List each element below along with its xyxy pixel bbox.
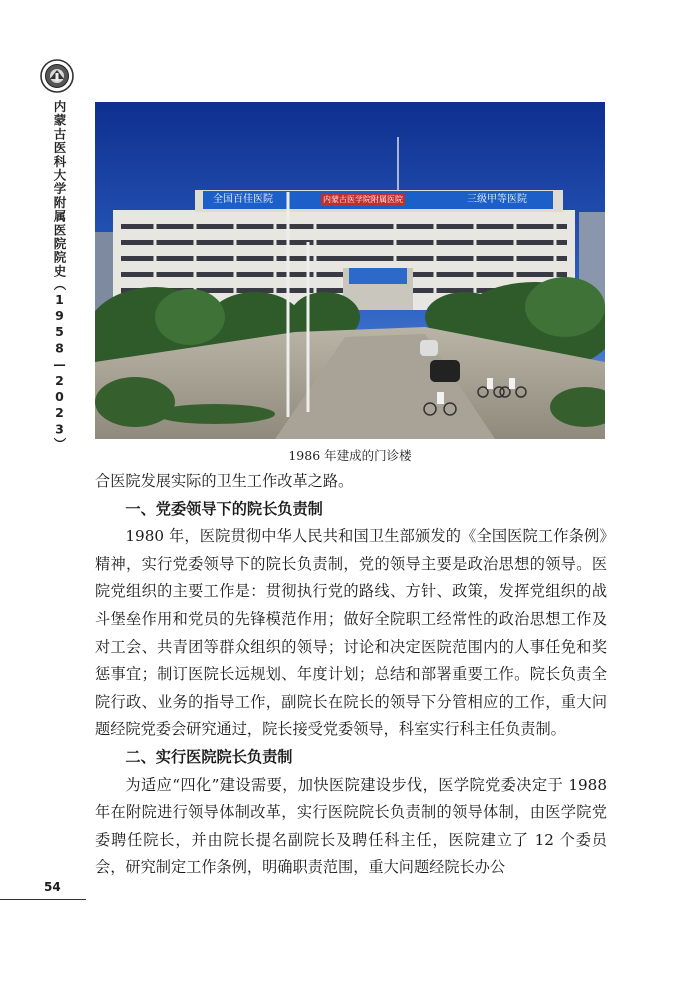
university-seal-icon <box>40 59 74 93</box>
body-text <box>95 468 607 882</box>
figure-caption: 1986 年建成的门诊楼 <box>288 448 412 463</box>
sign-left: 全国百佳医院 <box>213 194 273 205</box>
section-1-paragraph: 1980 年，医院贯彻中华人民共和国卫生部颁发的《全国医院工作条例》精神，实行党委领导下的院长负责制，党的领导主要是政治思想的领导。医院党组织的主要工作是：贯彻执行党的路线、方针、政策，发挥党组织的战斗堡垒作用和党员的先锋模范作用；做好全院职工经常性的政治思想工作及对工会、共青团等群众组织的领导；讨论和决定医院范围内的人事任免和奖惩事宜；制订医院长远规划、年度计划；总结和部署重要工作。院长负责全院行政、业务的指导工作，副院长在院长的领导下分管相应的工作，重大问题经院党委会研究通过，院长接受党委领导，科室实行科主任负责制。 <box>95 527 607 739</box>
section-1-heading: 一、党委领导下的院长负责制 <box>125 499 323 518</box>
section-2-paragraph: 为适应“四化”建设需要，加快医院建设步伐，医学院党委决定于 1988 年在附院进行领导体制改革，实行医院院长负责制的领导体制，由医学院党委聘任院长，并由院长提名副院长及聘任科主任，医院建立了 12 个委员会，研究制定工作条例，明确职责范围，重大问题经院长办公 <box>95 775 607 877</box>
page-number-rule <box>0 899 86 900</box>
sign-right: 三级甲等医院 <box>467 194 527 205</box>
page-number: 54 <box>44 880 61 894</box>
outpatient-building-photo <box>95 102 605 439</box>
sign-center: 内蒙古医学院附属医院 <box>323 195 403 204</box>
continuation-paragraph: 合医院发展实际的卫生工作改革之路。 <box>95 472 354 490</box>
book-title-vertical: 内蒙古医科大学附属医院院史（1958—2023） <box>52 100 67 452</box>
section-2-heading: 二、实行医院院长负责制 <box>125 747 293 766</box>
